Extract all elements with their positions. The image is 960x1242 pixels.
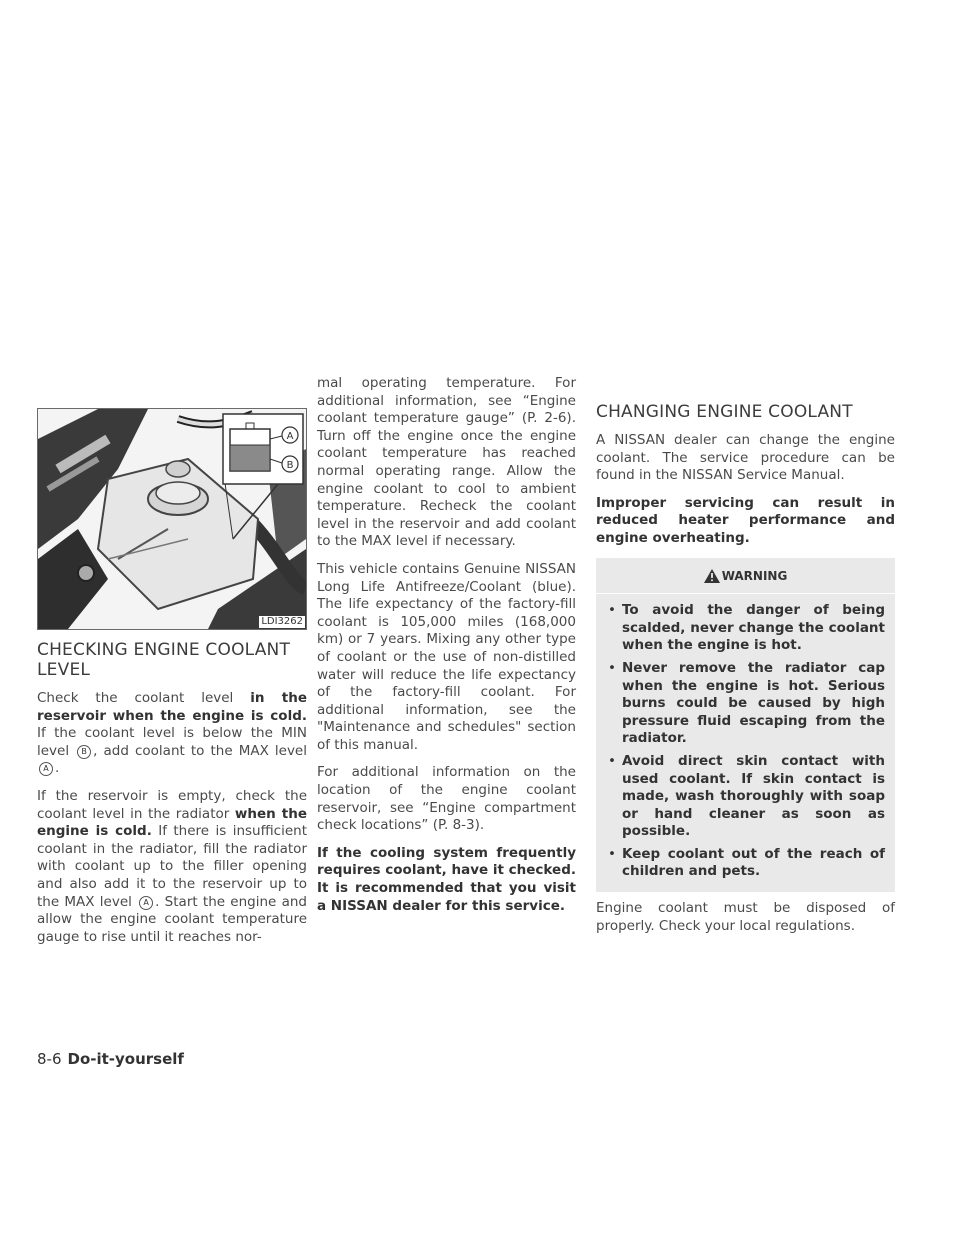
title-line-2: LEVEL — [37, 660, 91, 680]
text: If the coolant level is below the MIN level — [37, 725, 307, 759]
text: Check the coolant level — [37, 690, 251, 706]
emphasis: in the reservoir when the engine is cold. — [37, 690, 307, 724]
emphasis: If the cooling system frequently requires coolant, have it checked. It is recommended that you visit a NISSAN dealer for this service. — [317, 844, 576, 914]
marker-b: B — [77, 745, 91, 759]
engine-coolant-reservoir-figure — [37, 408, 307, 630]
marker-a: A — [139, 896, 153, 910]
emphasis: Improper servicing can result in reduced heater performance and engine overheating. — [596, 494, 895, 546]
warning-list — [606, 602, 885, 881]
section-title-checking — [37, 640, 307, 680]
text: . — [55, 760, 60, 777]
engine-bay-illustration — [38, 409, 306, 629]
text: If there is insufficient coolant in the radiator, fill the radiator with coolant up to the filler opening and also add it to the reservoir up to the MAX level — [37, 823, 307, 910]
emphasis: when the engine is cold. — [37, 805, 307, 840]
page-footer — [37, 1050, 184, 1068]
paragraph-genuine-coolant: This vehicle contains Genuine NISSAN Long Life Antifreeze/Coolant (blue). The life expectancy of the factory-fill coolant is 105,000 miles (168,000 km) or 7 years. Mixing any other type of coolant or the use of non-distilled water will reduce the life expectancy of the factory-fill coolant. For additional information, see the "Maintenance and schedules" section of this manual. — [317, 560, 576, 753]
paragraph-improper-servicing — [596, 495, 895, 548]
paragraph-check-level — [37, 690, 307, 778]
page-number: 8-6 — [37, 1050, 62, 1068]
column-2 — [317, 375, 576, 925]
section-title-changing: CHANGING ENGINE COOLANT — [596, 402, 853, 422]
paragraph-reservoir-empty — [37, 788, 307, 946]
inset-label-b: B — [286, 460, 294, 471]
title-line-1: CHECKING ENGINE COOLANT — [37, 640, 291, 660]
column-3 — [596, 402, 895, 945]
paragraph-dealer-change: A NISSAN dealer can change the engine coolant. The service procedure can be found in the NISSAN Service Manual. — [596, 432, 895, 484]
warning-box — [596, 558, 895, 893]
marker-a: A — [39, 762, 53, 776]
section-name: Do-it-yourself — [67, 1050, 184, 1068]
warning-item: • Avoid direct skin contact with used coolant. If skin contact is made, wash thoroughly with soap or hand cleaner as soon as possible. — [606, 753, 885, 841]
text: , add coolant to the MAX level — [93, 742, 307, 759]
paragraph-operating-temp: mal operating temperature. For additional information, see “Engine coolant temperature gauge” (P. 2-6). Turn off the engine once the engine coolant temperature has reached normal operating range. Allow the engine coolant to cool to ambient temperature. Recheck the coolant level in the reservoir and add coolant to the MAX level if necessary. — [317, 375, 576, 550]
warning-item: • Keep coolant out of the reach of children and pets. — [606, 846, 885, 881]
text: . Start the engine and allow the engine coolant temperature gauge to rise until it reaches nor- — [37, 893, 307, 945]
warning-item: • To avoid the danger of being scalded, never change the coolant when the engine is hot. — [606, 602, 885, 655]
warning-title: WARNING — [721, 568, 788, 583]
paragraph-dealer-advice — [317, 845, 576, 915]
warning-item: • Never remove the radiator cap when the engine is hot. Serious burns could be caused by high pressure fluid escaping from the radiator. — [606, 660, 885, 748]
figure-code: LDI3262 — [261, 616, 303, 627]
text: If the reservoir is empty, check the coolant level in the radiator — [37, 787, 307, 822]
column-1 — [37, 640, 307, 956]
inset-label-a: A — [286, 431, 294, 442]
warning-header — [596, 564, 895, 595]
warning-icon — [704, 569, 720, 583]
paragraph-disposal: Engine coolant must be disposed of properly. Check your local regulations. — [596, 900, 895, 934]
paragraph-reservoir-location: For additional information on the location of the engine coolant reservoir, see “Engine compartment check locations” (P. 8-3). — [317, 764, 576, 834]
